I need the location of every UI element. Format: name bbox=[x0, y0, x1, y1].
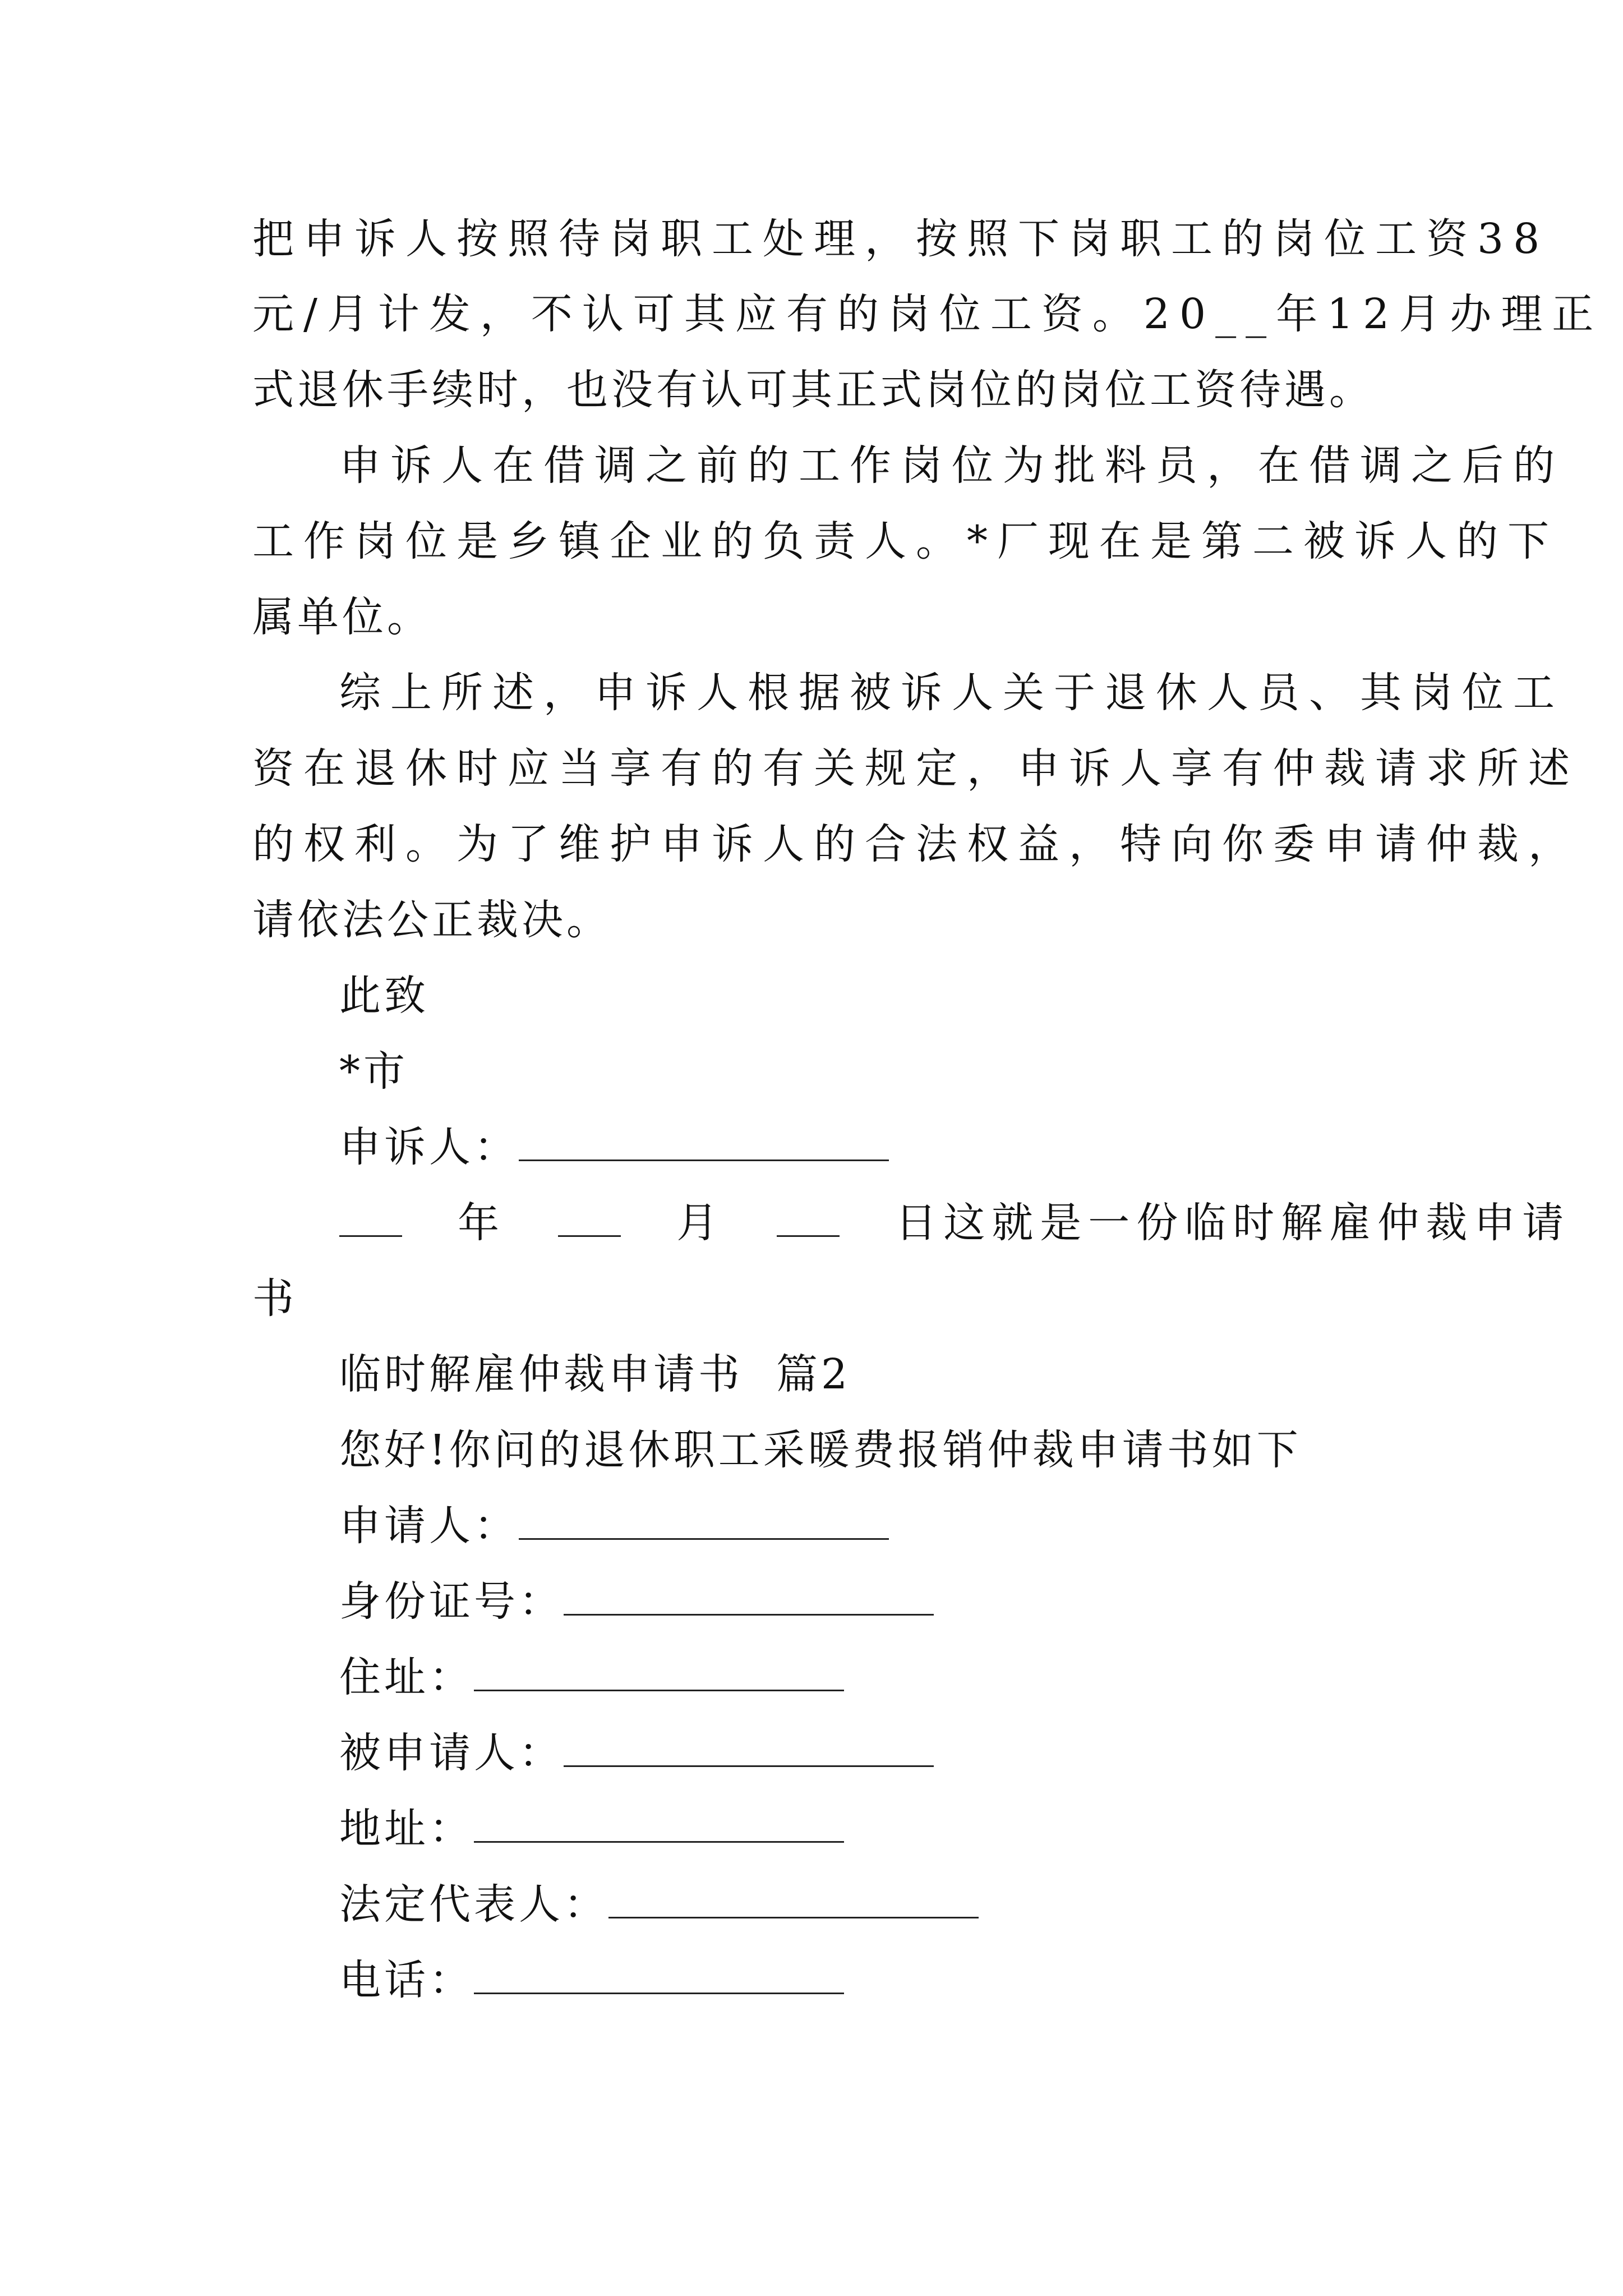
field-applicant bbox=[339, 1498, 1467, 1554]
date-tail: 日这就是一份临时解雇仲裁申请 bbox=[895, 1199, 1571, 1247]
paragraph-3-line-1: 综上所述，申诉人根据被诉人关于退休人员、其岗位工 bbox=[339, 669, 1564, 717]
field-address-blank bbox=[474, 1655, 844, 1691]
section-2-intro: 您好!你问的退休职工采暖费报销仲裁申请书如下 bbox=[339, 1426, 1302, 1474]
salutation: 此致 bbox=[339, 972, 429, 1020]
field-respondent-label: 被申请人： bbox=[339, 1729, 564, 1777]
year-blank bbox=[339, 1200, 402, 1237]
paragraph-3-line-3: 的权利。为了维护申诉人的合法权益，特向你委申请仲裁， bbox=[252, 820, 1579, 868]
paragraph-1-line-3: 式退休手续时，也没有认可其正式岗位的岗位工资待遇。 bbox=[252, 366, 1374, 414]
signer-blank bbox=[519, 1125, 889, 1161]
field-id-number-blank bbox=[564, 1579, 934, 1616]
paragraph-2-line-3: 属单位。 bbox=[252, 593, 432, 641]
field-location bbox=[339, 1801, 1467, 1857]
recipient: *市 bbox=[339, 1047, 408, 1096]
field-applicant-blank bbox=[519, 1503, 889, 1540]
field-address-label: 住址： bbox=[339, 1653, 474, 1701]
section-2-heading: 临时解雇仲裁申请书 篇2 bbox=[339, 1350, 851, 1398]
field-respondent bbox=[339, 1725, 1467, 1781]
date-row bbox=[339, 1195, 1571, 1251]
field-phone-blank bbox=[474, 1958, 844, 1994]
date-wrap: 书 bbox=[252, 1274, 297, 1323]
paragraph-1-line-1: 把申诉人按照待岗职工处理，按照下岗职工的岗位工资38 bbox=[252, 215, 1550, 263]
month-label: 月 bbox=[676, 1199, 722, 1247]
field-id-number-label: 身份证号： bbox=[339, 1577, 564, 1626]
signer-row bbox=[339, 1119, 1467, 1175]
day-blank bbox=[777, 1200, 840, 1237]
field-phone-label: 电话： bbox=[339, 1956, 474, 2004]
field-location-label: 地址： bbox=[339, 1805, 474, 1853]
field-legal-rep-blank bbox=[608, 1882, 979, 1918]
field-id-number bbox=[339, 1573, 1467, 1630]
field-legal-rep-label: 法定代表人： bbox=[339, 1880, 608, 1929]
field-location-blank bbox=[474, 1806, 844, 1843]
paragraph-3-line-2: 资在退休时应当享有的有关规定，申诉人享有仲裁请求所述 bbox=[252, 744, 1579, 793]
field-phone bbox=[339, 1952, 1467, 2008]
year-label: 年 bbox=[458, 1199, 503, 1247]
paragraph-2-line-1: 申诉人在借调之前的工作岗位为批料员，在借调之后的 bbox=[339, 441, 1564, 490]
field-respondent-blank bbox=[564, 1731, 934, 1767]
field-address bbox=[339, 1649, 1467, 1705]
paragraph-1-line-2: 元/月计发，不认可其应有的岗位工资。20__年12月办理正 bbox=[252, 290, 1603, 338]
paragraph-3-line-4: 请依法公正裁决。 bbox=[252, 896, 611, 944]
field-legal-rep bbox=[339, 1876, 1467, 1932]
field-applicant-label: 申请人： bbox=[339, 1502, 519, 1550]
signer-label: 申诉人： bbox=[339, 1123, 519, 1171]
paragraph-2-line-2: 工作岗位是乡镇企业的负责人。*厂现在是第二被诉人的下 bbox=[252, 517, 1559, 565]
month-blank bbox=[558, 1200, 621, 1237]
